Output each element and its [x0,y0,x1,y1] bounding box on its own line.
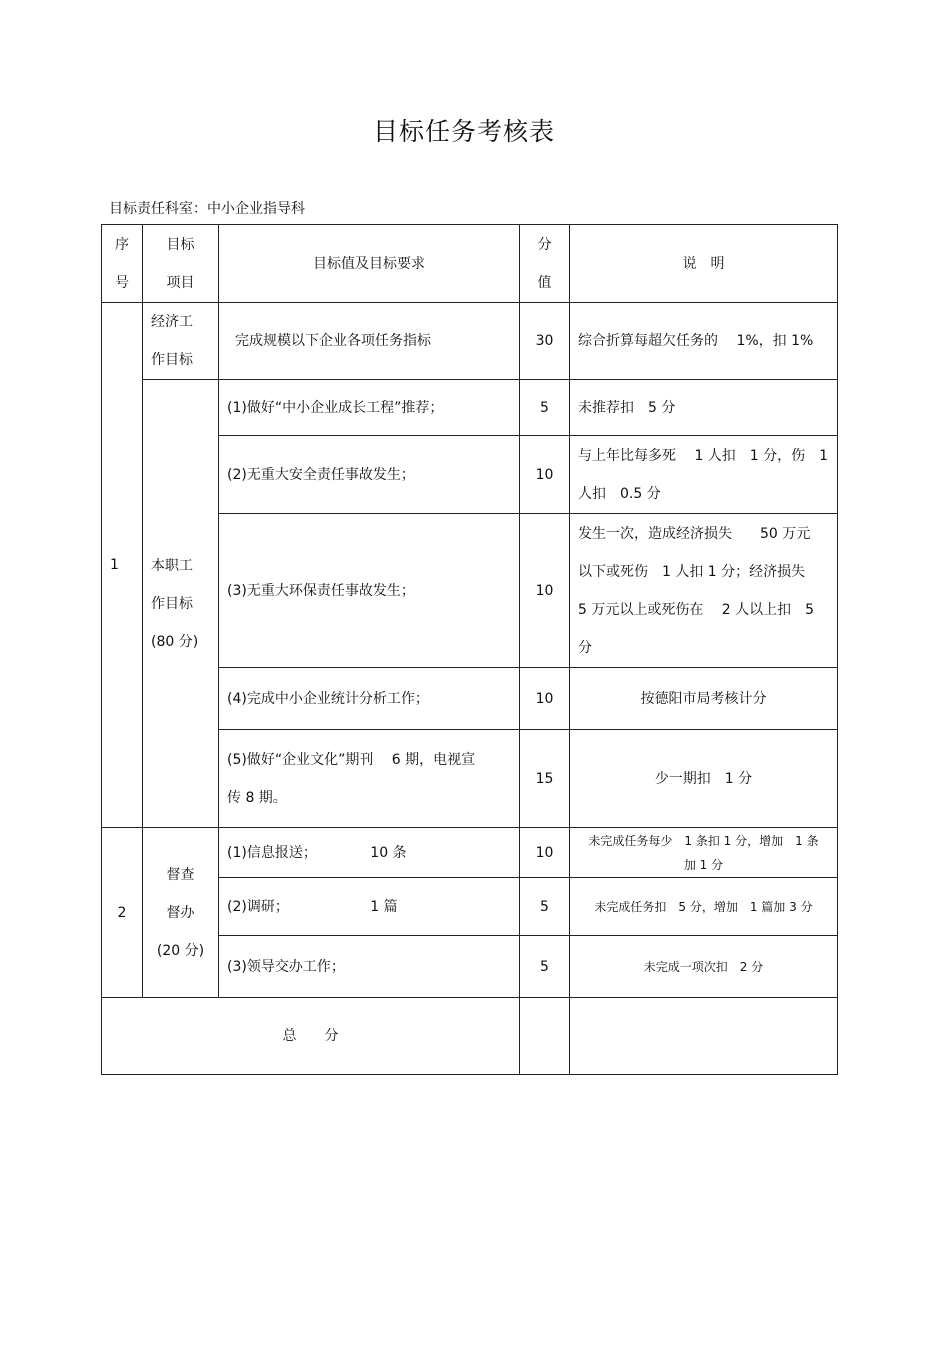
requirement-cell: (1)做好“中小企业成长工程”推荐； [219,380,520,436]
requirement-cell: (2)调研； 1 篇 [219,878,520,936]
score-cell: 10 [520,828,570,878]
requirement-cell: (4)完成中小企业统计分析工作； [219,668,520,730]
score-cell: 30 [520,303,570,380]
department-line: 目标责任科室：中小企业指导科 [109,201,305,217]
header-score: 分 值 [520,225,570,303]
note-cell: 未推荐扣 5 分 [570,380,838,436]
score-cell: 5 [520,878,570,936]
note-cell: 发生一次，造成经济损失 50 万元 以下或死伤 1 人扣 1 分；经济损失 5 万元以上或死伤在 2 人以上扣 5 分 [570,514,838,668]
requirement-cell: (5)做好“企业文化”期刊 6 期，电视宣 传 8 期。 [219,730,520,828]
header-item: 目标 项目 [143,225,219,303]
requirement-cell: (1)信息报送； 10 条 [219,828,520,878]
assessment-table [101,224,838,1075]
header-seq: 序 号 [102,225,143,303]
table-row [102,828,838,878]
header-note: 说 明 [570,225,838,303]
total-note-cell [570,998,838,1075]
header-row [102,225,838,303]
score-cell: 15 [520,730,570,828]
note-cell: 与上年比每多死 1 人扣 1 分，伤 1 人扣 0.5 分 [570,436,838,514]
total-label: 总 分 [102,998,520,1075]
requirement-cell: 完成规模以下企业各项任务指标 [219,303,520,380]
seq-cell: 2 [102,828,143,998]
table-row [102,303,838,380]
note-cell: 未完成任务扣 5 分，增加 1 篇加 3 分 [570,878,838,936]
note-cell: 未完成一项次扣 2 分 [570,936,838,998]
requirement-cell: (3)领导交办工作； [219,936,520,998]
total-row [102,998,838,1075]
header-requirement: 目标值及目标要求 [219,225,520,303]
seq-cell: 1 [102,303,143,828]
note-cell: 未完成任务每少 1 条扣 1 分，增加 1 条 加 1 分 [570,828,838,878]
item-name-cell: 经济工 作目标 [143,303,219,380]
note-cell: 少一期扣 1 分 [570,730,838,828]
requirement-cell: (2)无重大安全责任事故发生； [219,436,520,514]
page-title: 目标任务考核表 [372,117,555,146]
score-cell: 5 [520,380,570,436]
item-name-cell: 本职工 作目标 (80 分) [143,380,219,828]
item-name-cell: 督查 督办 (20 分) [143,828,219,998]
score-cell: 10 [520,668,570,730]
requirement-cell: (3)无重大环保责任事故发生； [219,514,520,668]
score-cell: 10 [520,514,570,668]
note-cell: 综合折算每超欠任务的 1%，扣 1% [570,303,838,380]
total-score-cell [520,998,570,1075]
score-cell: 10 [520,436,570,514]
score-cell: 5 [520,936,570,998]
note-cell: 按德阳市局考核计分 [570,668,838,730]
table-row [102,380,838,436]
